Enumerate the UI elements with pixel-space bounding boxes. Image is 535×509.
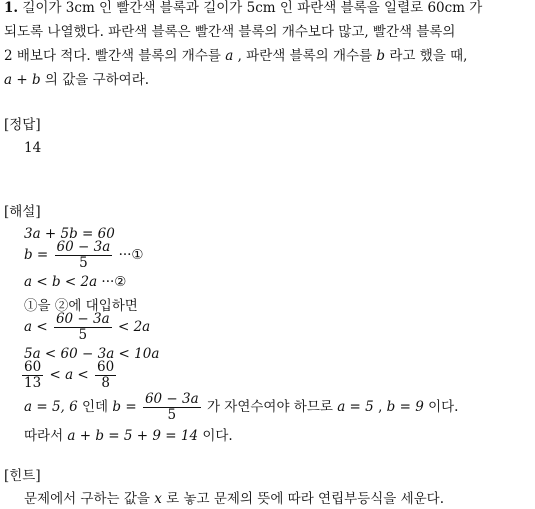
eq4-lhs: a < [24, 319, 48, 335]
eq7-separator: , [378, 399, 383, 415]
problem-text-3c: 라고 했을 때, [389, 48, 468, 64]
eq7-text-2: 가 자연수여야 하므로 [206, 399, 333, 415]
final-text-1: 따라서 [24, 428, 64, 444]
hint-text-2: 로 놓고 문제의 뜻에 따라 연립부등식을 세운다. [166, 491, 444, 507]
final-text-2: 이다. [202, 428, 233, 444]
solution-eq-4 [24, 312, 150, 343]
eq6-denominator-2: 8 [101, 375, 110, 391]
problem-line-3 [4, 48, 467, 64]
eq6-mid: < a < [49, 367, 89, 383]
hint-header: [힌트] [4, 468, 41, 484]
var-a: a [225, 48, 234, 64]
solution-eq-1: 3a + 5b = 60 [24, 226, 115, 242]
solution-subst: ①을 ②에 대입하면 [24, 298, 138, 314]
var-b: b [376, 48, 386, 64]
solution-eq-2 [24, 240, 144, 271]
eq7-result-b: b = 9 [386, 399, 424, 415]
problem-text-2: 되도록 나열했다. 파란색 블록은 빨간색 블록의 개수보다 많고, 빨간색 블록의 [4, 24, 456, 40]
problem-number: 1. [4, 0, 19, 16]
eq6-numerator-2: 60 [97, 359, 115, 375]
answer-value: 14 [24, 140, 42, 156]
eq6-numerator-1: 60 [24, 359, 42, 375]
eq2-numerator: 60 − 3a [56, 239, 111, 255]
solution-eq-5: 5a < 60 − 3a < 10a [24, 346, 160, 362]
eq7-a: a = 5, 6 [24, 399, 78, 415]
eq2-mark: ···① [118, 247, 144, 263]
eq7-numerator: 60 − 3a [144, 391, 199, 407]
eq7-text-1: 인데 [82, 399, 109, 415]
eq7-text-3: 이다. [428, 399, 459, 415]
eq6-fraction-1 [22, 360, 43, 391]
problem-text-4: 의 값을 구하여라. [44, 72, 150, 88]
eq2-lhs: b = [24, 247, 49, 263]
eq2-fraction [55, 240, 113, 271]
solution-eq-7 [24, 392, 458, 423]
eq7-result-a: a = 5 [337, 399, 374, 415]
eq7-denominator: 5 [167, 407, 177, 423]
problem-text-3a: 2 배보다 적다. 빨간색 블록의 개수를 [4, 48, 221, 64]
solution-header: [해설] [4, 204, 41, 220]
eq3-expr: a < b < 2a [24, 274, 98, 290]
hint-text-1: 문제에서 구하는 값을 [24, 491, 150, 507]
eq4-denominator: 5 [78, 327, 88, 343]
eq7-b: b = [112, 399, 137, 415]
final-expr: a + b = 5 + 9 = 14 [67, 428, 199, 444]
solution-eq-6 [20, 360, 118, 391]
answer-header: [정답] [4, 117, 41, 133]
hint-text [24, 491, 444, 507]
hint-var-x: x [154, 491, 162, 507]
eq4-numerator: 60 − 3a [55, 311, 110, 327]
problem-line-4 [4, 72, 149, 88]
problem-text-1: 길이가 3cm 인 빨간색 블록과 길이가 5cm 인 파란색 블록을 일렬로 60cm 가 [22, 0, 483, 16]
problem-expr: a + b [4, 72, 41, 88]
problem-text-3b: , 파란색 블록의 개수를 [237, 48, 373, 64]
eq6-fraction-2 [95, 360, 116, 391]
solution-eq-3 [24, 274, 126, 290]
eq2-denominator: 5 [79, 255, 88, 271]
eq4-fraction [54, 312, 112, 343]
problem-line-1 [4, 0, 482, 16]
eq7-fraction [143, 392, 201, 423]
eq6-denominator-1: 13 [24, 375, 42, 391]
eq3-mark: ···② [101, 274, 127, 290]
solution-final [24, 428, 233, 444]
eq4-rhs: < 2a [117, 319, 151, 335]
problem-line-2 [4, 24, 455, 40]
